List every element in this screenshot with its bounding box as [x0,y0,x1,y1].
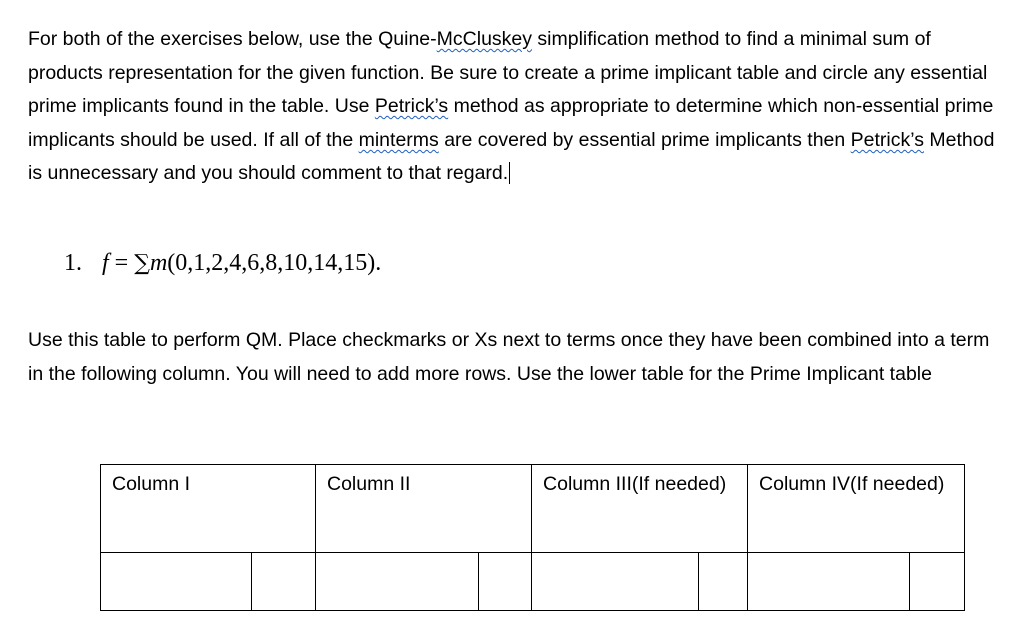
intro-text-4: are covered by essential prime implicants then [438,128,851,151]
column-3-header[interactable]: Column III(If needed) [532,465,748,553]
intro-text-1: For both of the exercises below, use the Quine- [28,28,437,50]
column-1-term-cell[interactable] [101,553,252,611]
spellcheck-word-minterms[interactable]: minterms [358,128,439,151]
column-2-check-cell[interactable] [479,553,532,611]
table-header-row [101,465,965,553]
spellcheck-word-petricks[interactable]: Petrick’s [374,95,449,118]
text-cursor [508,162,510,184]
table-row [101,553,965,611]
column-1-header[interactable]: Column I [101,465,316,553]
intro-text-2: simplification method to find a minimal sum of products representation for the given function. Be sure to create a prime implicant table and circle any essential prime implicants found in the table. Use [28,28,988,118]
column-2-header[interactable]: Column II [316,465,532,553]
column-4-check-cell[interactable] [910,553,965,611]
spellcheck-word-mccluskey[interactable]: McCluskey [436,28,533,50]
minterm-list: (0,1,2,4,6,8,10,14,15). [167,250,382,276]
exercise-1 [64,246,381,281]
qm-table [100,464,965,611]
column-4-term-cell[interactable] [748,553,910,611]
exercise-number: 1. [64,250,82,276]
intro-text-3: method as appropriate to determine which non-essential prime implicants should be used. If all of the [28,95,994,151]
spellcheck-word-petricks-2[interactable]: Petrick’s [850,128,924,151]
instructions-paragraph: Use this table to perform QM. Place checkmarks or Xs next to terms once they have been combined into a term in the following column. You will need to add more rows. Use the lower table for the Prime Implicant table [28,329,990,385]
function-name: f [102,250,109,276]
column-4-header[interactable]: Column IV(If needed) [748,465,965,553]
column-3-term-cell[interactable] [532,553,699,611]
intro-paragraph [28,23,1008,191]
column-3-check-cell[interactable] [699,553,748,611]
equals-sign: = [108,250,135,276]
column-2-term-cell[interactable] [316,553,479,611]
intro-text-5: Method is unnecessary and you should comment to that regard. [28,128,995,185]
sum-symbol: ∑ [134,251,150,276]
minterm-symbol: m [149,250,168,276]
column-1-check-cell[interactable] [252,553,316,611]
